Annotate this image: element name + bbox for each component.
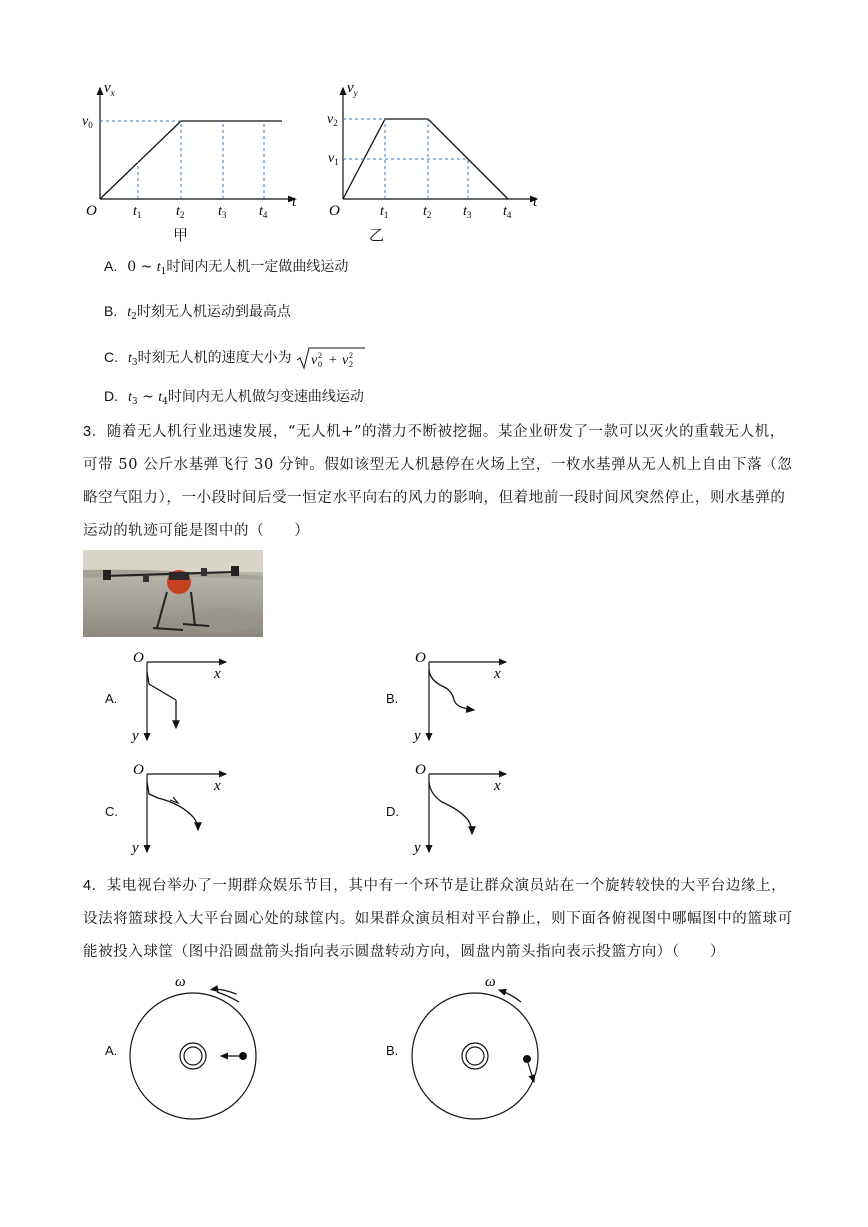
svg-text:y: y [132,840,139,855]
q3-diagram-c[interactable] [130,760,240,855]
t1-label: $t_1$ [380,204,389,220]
sqrt-formula [296,345,366,371]
graph-yi [325,78,555,223]
q3-option-d-label[interactable]: D. [386,804,399,819]
svg-text:+: + [329,353,337,368]
drone-photo [83,550,263,637]
t2-label: $t_2$ [423,204,432,220]
question-4 [83,870,793,969]
t4-label: $t_4$ [503,204,512,220]
q3-diagram-b[interactable] [412,648,522,743]
q4-option-b-label[interactable]: B. [386,1043,399,1058]
svg-text:O: O [133,650,144,666]
svg-text:x: x [214,666,221,682]
origin-label: O [329,203,340,219]
svg-text:2: 2 [349,360,354,369]
svg-text:y: y [132,728,139,743]
q3-option-c-label[interactable]: C. [105,804,118,819]
v2-label: $v_2$ [327,112,338,128]
svg-text:v: v [342,353,349,368]
question-4-text: 某电视台举办了一期群众娱乐节目，其中有一个环节是让群众演员站在一个旋转较快的大平台边缘上，设法将篮球投入大平台圆心处的球筐内。如果群众演员相对平台静止，则下面各俯视图中哪幅图中的篮球可能被投入球筐（图中沿圆盘箭头指向表示圆盘转动方向，圆盘内箭头指向表示投篮方向）（ ） [83,878,793,960]
q2-option-d[interactable]: D. $t_3$ ~ $t_4$时间内无人机做匀变速曲线运动 [104,388,364,407]
t3-label: $t_3$ [463,204,472,220]
v1-label: $v_1$ [328,151,339,167]
svg-text:v: v [311,353,318,368]
y-axis-label: $v_y$ [347,80,358,98]
q4-diagram-a[interactable] [125,972,275,1127]
origin-label: O [86,203,97,219]
svg-text:2: 2 [318,351,323,360]
graph-jia-caption: 甲 [173,226,189,244]
graph-jia [80,78,310,223]
velocity-line [100,121,282,199]
q2-option-a[interactable]: A. 0 ~ $t_1$时间内无人机一定做曲线运动 [104,258,349,277]
svg-text:x: x [494,778,501,794]
t1-label: $t_1$ [133,204,142,220]
t2-label: $t_2$ [176,204,185,220]
question-3-text: 随着无人机行业迅速发展，“无人机+”的潜力不断被挖掘。某企业研发了一款可以灭火的重载无人机，可带 50 公斤水基弹飞行 30 分钟。假如该型无人机悬停在火场上空，一枚水基弹从无人机上自由下落（忽略空气阻力），一小段时间后受一恒定水平向右的风力的影响，但着地前一段时间风突然停止，则水基弹的运动的轨迹可能是图中的（ ） [83,424,793,539]
t3-label: $t_3$ [218,204,227,220]
svg-text:ω: ω [485,974,496,990]
question-3-number: 3． [83,424,107,440]
q2-option-c[interactable]: C. $t_3$时刻无人机的速度大小为 v 2 0 + v 2 2 [104,345,366,373]
svg-text:x: x [214,778,221,794]
question-3 [83,416,793,548]
svg-text:y: y [414,728,421,743]
svg-text:ω: ω [175,974,186,990]
q3-diagram-d[interactable] [412,760,522,855]
q3-option-b-label[interactable]: B. [386,691,399,706]
svg-text:O: O [415,762,426,778]
svg-text:O: O [415,650,426,666]
svg-text:2: 2 [349,351,354,360]
y-axis-label: $v_x$ [104,80,115,98]
q2-option-b[interactable]: B. $t_2$时刻无人机运动到最高点 [104,303,291,322]
graph-yi-caption: 乙 [369,226,385,244]
v0-label: $v_0$ [82,114,93,130]
svg-text:O: O [133,762,144,778]
question-4-number: 4． [83,878,107,894]
q3-option-a-label[interactable]: A. [105,691,118,706]
t4-label: $t_4$ [259,204,268,220]
q4-diagram-b[interactable] [407,972,557,1127]
svg-text:y: y [414,840,421,855]
x-axis-label: t [533,194,538,210]
x-axis-label: t [292,194,297,210]
q4-option-a-label[interactable]: A. [105,1043,118,1058]
svg-text:x: x [494,666,501,682]
svg-text:0: 0 [318,360,323,369]
q3-diagram-a[interactable] [130,648,240,743]
